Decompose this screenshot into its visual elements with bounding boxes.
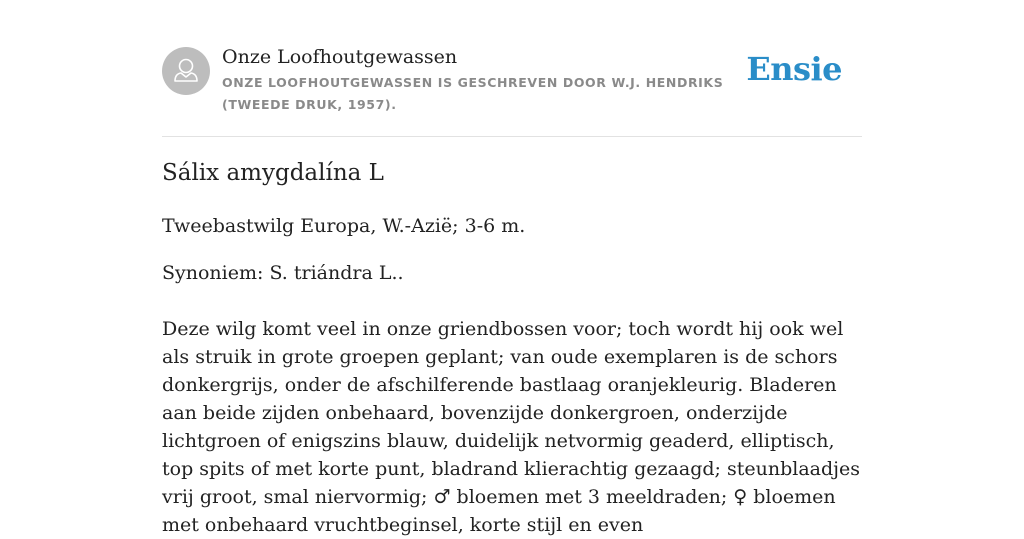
source-avatar[interactable]: [162, 47, 210, 95]
ensie-logo[interactable]: Ensie: [746, 50, 842, 88]
entry-paragraph-1: Tweebastwilg Europa, W.-Azië; 3-6 m.: [162, 215, 526, 237]
source-title[interactable]: Onze Loofhoutgewassen: [222, 46, 458, 68]
page: [162, 0, 862, 536]
entry-paragraph-description: Deze wilg komt veel in onze griendbossen voor; toch wordt hij ook wel als struik in grote groepen geplant; van oude exemplaren is de schors donkergrijs, onder de afschilferende bastlaag oranjekleurig. Bladeren aan beide zijden onbehaard, bovenzijde donkergroen, onderzijde lichtgroen of enigszins blauw, duidelijk netvormig geaderd, elliptisch, top spits of met korte punt, bladrand klierachtig gezaagd; steunblaadjes vrij groot, smal niervormig; ♂ bloemen met 3 meeldraden; ♀ bloemen met onbehaard vruchtbeginsel, korte stijl en even: [162, 318, 861, 536]
entry-title: Sálix amygdalína L: [162, 160, 384, 186]
source-header: [162, 0, 862, 137]
entry-paragraph-synonym: Synoniem: S. triándra L..: [162, 262, 404, 284]
user-icon: [162, 47, 210, 95]
source-description: ONZE LOOFHOUTGEWASSEN IS GESCHREVEN DOOR W.J. HENDRIKS (TWEEDE DRUK, 1957).: [222, 75, 724, 112]
